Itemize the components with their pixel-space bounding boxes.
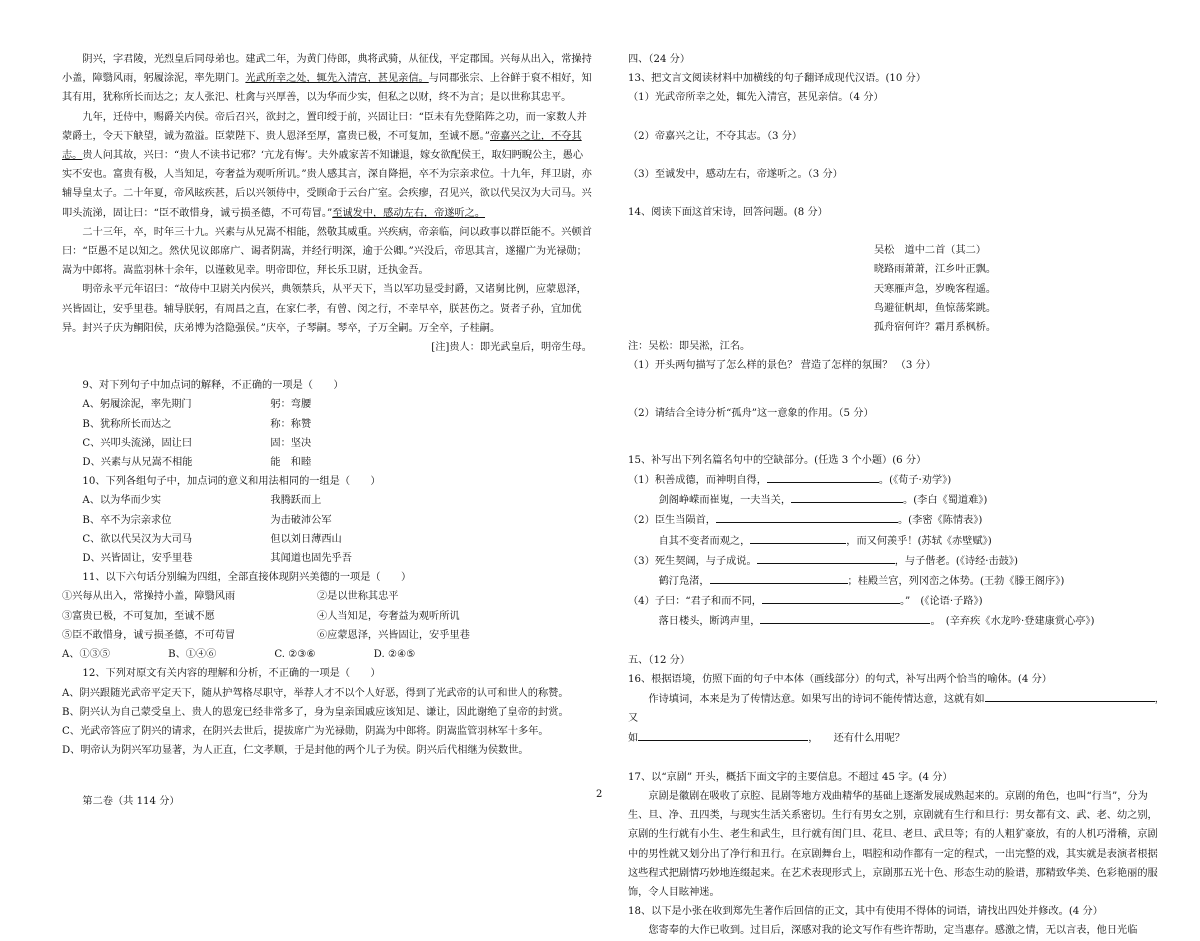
q13-item-1: （1）光武帝所幸之处，辄先入清宫，甚见亲信。（4 分） — [628, 92, 884, 104]
q18-text: 您寄奉的大作已收到。过目后，深感对我的论文写作有些许帮助，定当惠存。感激之情，无以言表，他日光临 — [648, 925, 1138, 937]
page-number: 2 — [596, 789, 603, 800]
question-18 — [628, 902, 1162, 940]
underlined-sentence-3: 至诚发中，感动左右，帝遂听之。 — [332, 207, 486, 219]
q17-stem: 17、以“京剧” 开头，概括下面文字的主要信息。不超过 45 字。(4 分） — [628, 771, 953, 783]
fill-blank[interactable] — [760, 611, 930, 624]
q10-option-c: C、欲以代吴汉为大司马 但以刘日薄西山 — [82, 533, 342, 545]
q11-items-row-1: ①兴每从出入，常操持小盖，障翳风雨 ②是以世称其忠平 — [62, 591, 399, 603]
underlined-sentence-2: 帝嘉兴之让，不夺其志。 — [62, 130, 582, 162]
question-9 — [62, 376, 592, 472]
q11-choices — [62, 645, 592, 664]
q15-line: 鹤汀凫渚， ；桂殿兰宫，列冈峦之体势。(王勃《滕王阁序》) — [628, 571, 1162, 591]
q15-line: （3）死生契阔，与子成说。 ，与子偕老。(《诗经·击鼓》) — [628, 551, 1162, 571]
q12-stem: 12、下列对原文有关内容的理解和分析，不正确的一项是（ ） — [82, 668, 381, 680]
question-17 — [628, 768, 1162, 902]
question-16 — [628, 670, 1181, 749]
q10-option-a: A、以为华而少实 我腾跃而上 — [82, 495, 322, 507]
q15-line: （1）积善成德，而神明自得， 。(《荀子·劝学》) — [628, 470, 1162, 490]
passage-paragraph-1: 阴兴，字君陵，光烈皇后同母弟也。建武二年，为黄门侍郎，典将武骑，从征伐，平定郡国。兴每从出入，常操持小盖，障翳风雨，躬履涂泥，率先期门。光武所幸之处，辄先入清宫，甚见亲信。与同郡张宗、上谷鲜于裒不相好，知其有用，犹称所长而达之；友人张汜、杜禽与兴厚善，以为华而少实，但私之以财，终不为言；是以世称其忠平。 — [62, 54, 592, 104]
poem-line: 孤舟宿何许？霜月系枫桥。 — [873, 322, 997, 334]
q9-option-d: D、兴素与从兄嵩不相能 能 和睦 — [82, 457, 312, 469]
poem-title: 吴松 道中二首（其二） — [873, 245, 987, 257]
underlined-sentence-1: 光武所幸之处，辄先入清宫，甚见亲信。 — [245, 73, 429, 85]
q16-stem: 16、根据语境，仿照下面的句子中本体（画线部分）的句式，补写出两个恰当的喻体。(4 分） — [628, 673, 1052, 685]
poem-line: 天寒雁声急，岁晚客程遥。 — [873, 283, 997, 295]
q12-option-b: B、阴兴认为自己蒙受皇上、贵人的恩宠已经非常多了，身为皇亲国戚应该知足、谦让，因此谢绝了皇帝的封赏。 — [62, 706, 569, 718]
fill-blank[interactable] — [791, 490, 903, 503]
q11-items-row-2: ③富贵已极，不可复加，至诚不愿 ④人当知足，夸奢益为观听所讥 — [62, 610, 460, 622]
fill-blank[interactable] — [638, 728, 808, 741]
poem-line: 鸟避征帆却，鱼惊荡桨跳。 — [873, 302, 997, 314]
q14-sub-1: （1）开头两句描写了怎么样的景色？ 营造了怎样的氛围？ （3 分） — [628, 360, 936, 372]
q11-stem: 11、以下六句话分别编为四组，全部直接体现阴兴美德的一项是（ ） — [82, 572, 412, 584]
fill-blank[interactable] — [985, 689, 1155, 702]
q18-stem: 18、以下是小张在收到郑先生著作后回信的正文，其中有使用不得体的词语，请找出四处并修改。(4 分） — [628, 906, 1103, 918]
question-13 — [628, 69, 1162, 184]
question-14 — [628, 203, 1162, 423]
q15-line: 落日楼头，断鸿声里， 。 (辛弃疾《水龙吟·登建康赏心亭》) — [628, 611, 1162, 631]
q15-line: 自其不变者而观之， ，而又何羡乎！(苏轼《赤壁赋》) — [628, 531, 1162, 551]
q9-option-a: A、躬履涂泥，率先期门 躬：弯腰 — [82, 399, 312, 411]
q11-items-row-3: ⑤臣不敢惜身，诚亏损圣德，不可苟冒 ⑥应蒙恩泽，兴皆固让，安乎里巷 — [62, 629, 470, 641]
q12-option-c: C、光武帝答应了阴兴的请求，在阴兴去世后，提拔席广为光禄勋，阴嵩为中郎将。阴嵩监管羽林军十多年。 — [62, 725, 549, 737]
section-5-heading: 五、（12 分） — [628, 654, 691, 666]
q12-option-a: A、阴兴跟随光武帝平定天下，随从护驾格尽职守，举荐人才不以个人好恶，得到了光武帝的认可和世人的称赞。 — [62, 687, 569, 699]
q15-line: （2）臣生当陨首， 。(李密《陈情表》) — [628, 510, 1162, 530]
q16-line-2: 如 ， 还有什么用呢？ — [628, 728, 1162, 748]
q9-option-b: B、犹称所长而达之 称：称赞 — [82, 418, 312, 430]
q11-choice-a: A、①③⑤ — [62, 649, 111, 661]
q15-line: 剑阁峥嵘而崔嵬，一夫当关， 。(李白《蜀道难》) — [628, 490, 1162, 510]
fill-blank[interactable] — [757, 551, 895, 564]
q11-choice-b: B、①④⑥ — [168, 649, 217, 661]
q10-option-d: D、兴皆固让，安乎里巷 其闻道也固先乎吾 — [82, 553, 352, 565]
q16-line-1: 作诗填词，本来是为了传情达意。如果写出的诗词不能传情达意，这就有如 ， 又 — [628, 689, 1162, 728]
poem — [628, 241, 1162, 337]
part-2-heading: 第二卷（共 114 分） — [82, 796, 180, 808]
fill-blank[interactable] — [767, 470, 879, 483]
q11-choice-c: C. ②③⑥ — [274, 649, 316, 661]
right-column — [628, 50, 1181, 941]
q10-option-b: B、卒不为宗亲求位 为击破沛公军 — [82, 514, 332, 526]
q13-item-2: （2）帝嘉兴之让，不夺其志。（3 分） — [628, 130, 803, 142]
q13-stem: 13、把文言文阅读材料中加横线的句子翻译成现代汉语。(10 分） — [628, 73, 927, 85]
q17-text: 京剧是徽剧在吸收了京腔、昆剧等地方戏曲精华的基础上逐渐发展成熟起来的。京剧的角色，也叫“行当”，分为生、旦、净、丑四类，与现实生活关系密切。生行有男女之别，京剧就有生行和旦行：男女都有文、武、老、幼之别，京剧的生行就有小生、老生和武生，旦行就有闺门旦、花旦、老旦、武旦等；有的人粗犷豪放，有的人机巧滑稽，京剧中的男性就又划分出了净行和丑行。在京剧舞台上，唱腔和动作都有一定的程式，一出完整的戏，其实就是表演者根据这些程式把剧情巧妙地连缀起来。在艺术表现形式上，京剧那五光十色、形态生动的脸谱，那精致华美、色彩艳丽的服饰，令人目眩神迷。 — [628, 790, 1158, 898]
q14-sub-2: （2）请结合全诗分析“孤舟”这一意象的作用。（5 分） — [628, 407, 874, 419]
passage-paragraph-4: 明帝永平元年诏曰：“故侍中卫尉关内侯兴，典领禁兵，从平天下，当以军功显受封爵，又诸舅比例，应蒙恩泽，兴皆固让，安乎里巷。辅导朕躬，有周昌之直，在家仁孝，有曾、闵之行，不幸早卒，朕甚伤之。贤者子孙，宜加优异。封兴子庆为鲖阳侯，庆弟博为浛隐强侯。”庆卒，子琴嗣。琴卒，子万全嗣。万全卒，子桂嗣。 — [62, 284, 587, 334]
section-4-heading: 四、（24 分） — [628, 54, 691, 65]
q15-stem: 15、补写出下列名篇名句中的空缺部分。(任选 3 个小题）(6 分） — [628, 454, 927, 466]
classical-passage — [62, 50, 592, 357]
fill-blank[interactable] — [750, 531, 846, 544]
q9-stem: 9、对下列句子中加点词的解释，不正确的一项是（ ） — [82, 380, 344, 392]
q12-option-d: D、明帝认为阴兴军功显著，为人正直，仁文孝顺，于是封他的两个儿子为侯。阴兴后代相继为侯数世。 — [62, 745, 529, 757]
question-15 — [628, 451, 1162, 632]
q10-stem: 10、下列各组句子中，加点词的意义和用法相同的一组是（ ） — [82, 476, 381, 488]
left-column — [62, 50, 592, 812]
question-12 — [62, 664, 592, 760]
fill-blank[interactable] — [710, 571, 848, 584]
q14-stem: 14、阅读下面这首宋诗，回答问题。(8 分） — [628, 207, 828, 219]
poem-line: 晓路雨萧萧，江乡叶正飘。 — [873, 264, 997, 276]
q9-option-c: C、兴叩头流涕，固让曰 固：坚决 — [82, 437, 312, 449]
q13-item-3: （3）至诚发中，感动左右，帝遂听之。（3 分） — [628, 168, 843, 180]
passage-note: [注]贵人：即光武皇后，明帝生母。 — [431, 342, 592, 354]
q11-choice-d: D. ②④⑤ — [373, 649, 416, 661]
fill-blank[interactable] — [716, 510, 898, 523]
poem-note: 注：吴松：即吴淞，江名。 — [628, 341, 751, 353]
passage-paragraph-2: 九年，迁侍中，赐爵关内侯。帝后召兴，欲封之，置印绶于前，兴固让曰：“臣未有先登陷阵之功，而一家数人并蒙爵土，令天下觖望，诚为盈溢。臣蒙陛下、贵人恩泽至厚，富贵已极，不可复加，至诚不愿。”帝嘉兴之让，不夺其志。贵人问其故，兴曰：“贵人不读书记邪？‘亢龙有悔’。夫外戚家苦不知谦退，嫁女欲配侯王，取妇眄睨公主，愚心实不安也。富贵有极，人当知足，夸奢益为观听所讥。”贵人感其言，深自降挹，卒不为宗亲求位。十九年，拜卫尉，亦辅导皇太子。二十年夏，帝风眩疾甚，后以兴领侍中，受顾命于云台广室。会疾瘳，召见兴，欲以代吴汉为大司马。兴叩头流涕，固让曰：“臣不敢惜身，诚亏损圣德，不可苟冒。”至诚发中，感动左右，帝遂听之。 — [62, 111, 592, 219]
fill-blank[interactable] — [762, 591, 900, 604]
q15-line: （4）子曰：“君子和而不同， 。” (《论语·子路》) — [628, 591, 1162, 611]
question-10 — [62, 472, 592, 568]
question-11 — [62, 568, 592, 664]
passage-paragraph-3: 二十三年，卒，时年三十九。兴素与从兄嵩不相能，然敬其威重。兴疾病，帝亲临，问以政事以群臣能不。兴顿首曰：“臣愚不足以知之。然伏见议郎席广、谒者阴嵩，并经行明深，逾于公卿。”兴没后，帝思其言，遂擢广为光禄勋；嵩为中郎将。嵩监羽林十余年，以谨敕见幸。明帝即位，拜长乐卫尉，迁执金吾。 — [62, 226, 592, 277]
